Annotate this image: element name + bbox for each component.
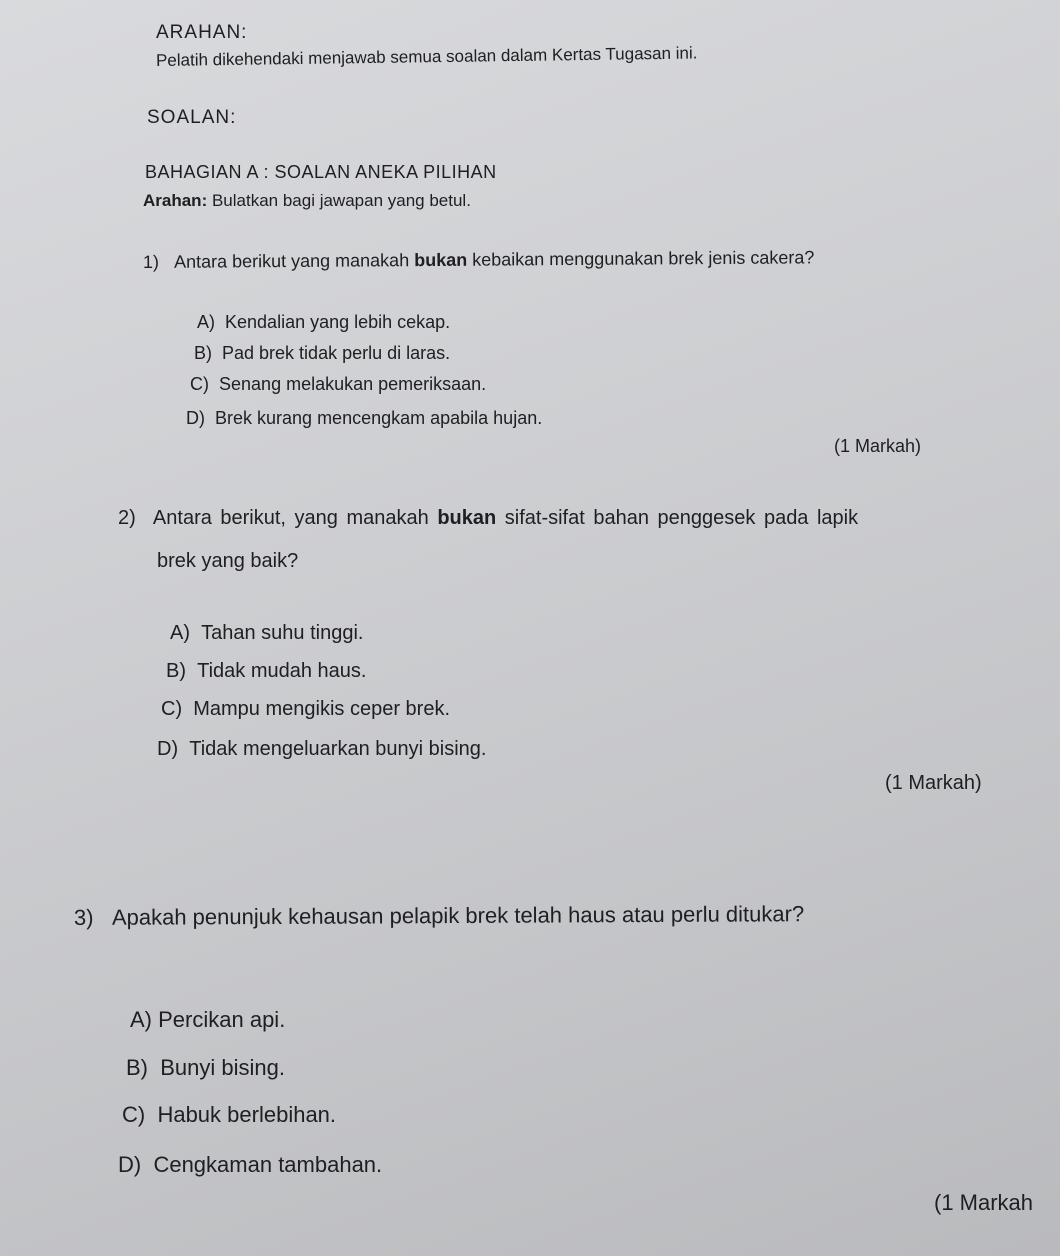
section-instruction (143, 191, 471, 211)
option-letter: A) (197, 312, 215, 332)
option-3c[interactable] (122, 1102, 336, 1128)
option-text: Brek kurang mencengkam apabila hujan. (215, 408, 543, 428)
option-letter: C) (161, 698, 183, 720)
question-number: 2) (118, 507, 136, 529)
option-3b[interactable] (126, 1055, 285, 1081)
question-text: sifat-sifat bahan penggesek pada lapik (496, 507, 859, 529)
option-text: Tidak mudah haus. (197, 660, 367, 682)
option-letter: C) (190, 374, 209, 394)
question-3 (74, 901, 804, 931)
option-letter: D) (186, 408, 205, 428)
marks-2: (1 Markah) (885, 772, 982, 794)
question-emphasis: bukan (437, 507, 497, 529)
question-2 (118, 507, 858, 530)
option-letter: D) (157, 738, 179, 760)
option-text: Percikan api. (158, 1007, 286, 1032)
question-text: Apakah penunjuk kehausan pelapik brek telah haus atau perlu ditukar? (111, 901, 805, 930)
option-text: Habuk berlebihan. (157, 1102, 337, 1127)
option-1c[interactable] (190, 374, 486, 395)
option-text: Tahan suhu tinggi. (201, 622, 364, 644)
option-text: Mampu mengikis ceper brek. (193, 698, 451, 720)
arahan-label: ARAHAN: (156, 22, 248, 43)
question-emphasis: bukan (414, 249, 468, 271)
question-text: Antara berikut yang manakah (173, 250, 415, 272)
option-text: Bunyi bising. (160, 1055, 285, 1080)
soalan-label: SOALAN: (147, 107, 237, 128)
question-number: 3) (73, 904, 94, 930)
question-number: 1) (142, 251, 160, 272)
option-3a[interactable] (130, 1007, 285, 1033)
marks-3: (1 Markah (934, 1190, 1034, 1215)
option-2c[interactable] (161, 698, 450, 721)
option-2b[interactable] (166, 660, 366, 683)
section-title: BAHAGIAN A : SOALAN ANEKA PILIHAN (145, 162, 497, 182)
question-2-line2: brek yang baik? (157, 550, 299, 572)
option-letter: B) (166, 660, 186, 682)
instruction-text: Bulatkan bagi jawapan yang betul. (207, 191, 471, 210)
instruction-label: Arahan: (143, 191, 208, 210)
question-text: kebaikan menggunakan brek jenis cakera? (467, 247, 815, 270)
option-text: Senang melakukan pemeriksaan. (219, 374, 487, 394)
option-letter: A) (130, 1007, 152, 1032)
option-letter: B) (194, 343, 212, 363)
option-letter: C) (122, 1102, 146, 1127)
option-text: Cengkaman tambahan. (153, 1152, 383, 1177)
option-text: Pad brek tidak perlu di laras. (222, 343, 451, 363)
option-letter: A) (170, 622, 190, 644)
option-text: Tidak mengeluarkan bunyi bising. (189, 738, 487, 760)
option-letter: B) (126, 1055, 148, 1080)
option-2a[interactable] (170, 622, 363, 645)
question-1 (143, 247, 815, 273)
option-1d[interactable] (186, 408, 542, 429)
option-text: Kendalian yang lebih cekap. (225, 312, 451, 332)
option-1b[interactable] (194, 343, 450, 364)
option-letter: D) (118, 1152, 142, 1177)
option-3d[interactable] (118, 1152, 382, 1178)
question-text: Antara berikut, yang manakah (152, 507, 438, 529)
marks-1: (1 Markah) (834, 436, 922, 456)
arahan-text: Pelatih dikehendaki menjawab semua soalan dalam Kertas Tugasan ini. (155, 43, 698, 70)
option-1a[interactable] (197, 312, 450, 333)
option-2d[interactable] (157, 738, 486, 761)
